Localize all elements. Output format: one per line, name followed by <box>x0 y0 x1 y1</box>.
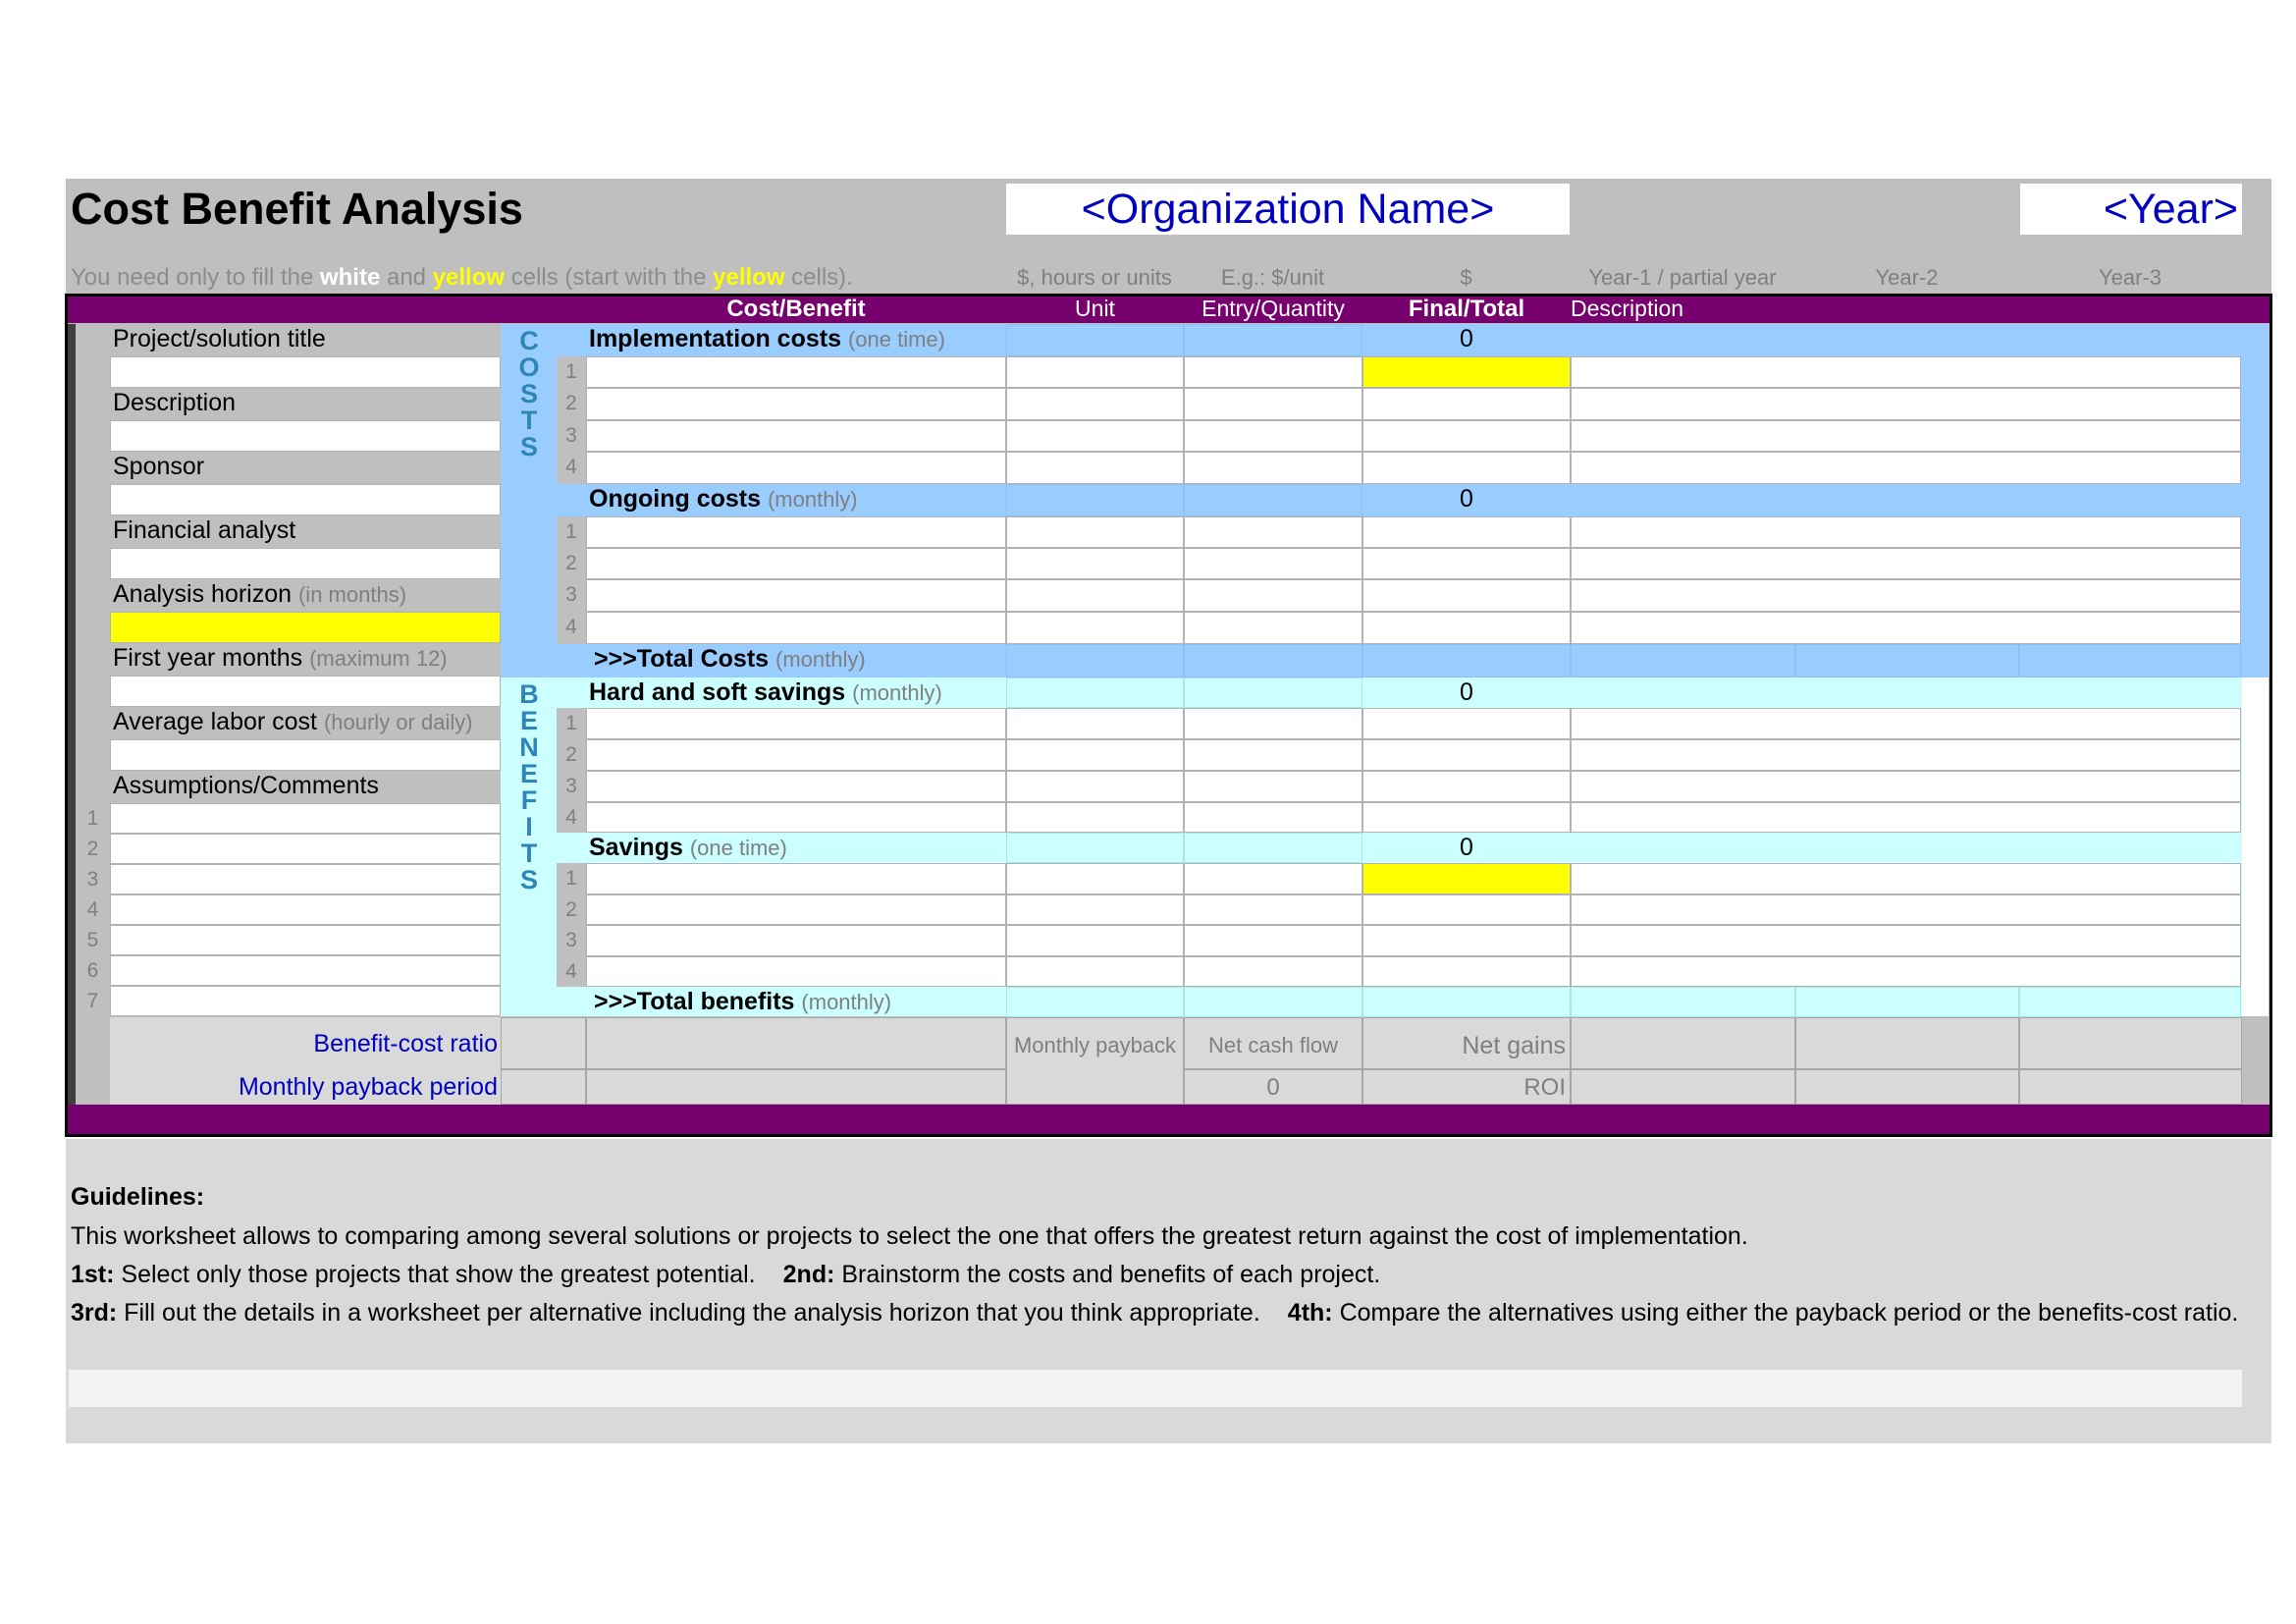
total-costs-year2 <box>1795 644 2019 677</box>
hard-soft-item-name[interactable] <box>586 739 1006 771</box>
savings-item-final[interactable] <box>1362 925 1571 956</box>
header-final: Final/Total <box>1408 296 1525 322</box>
implementation-item-unit[interactable] <box>1006 356 1184 388</box>
total-benefits-year1 <box>1571 987 1795 1017</box>
hint-year2: Year-2 <box>1875 265 1939 290</box>
savings-item-final[interactable] <box>1362 956 1571 987</box>
header-unit: Unit <box>1075 296 1115 321</box>
ongoing-item-name[interactable] <box>586 516 1006 548</box>
savings-row-number: 2 <box>565 898 577 921</box>
total-benefits-year2 <box>1795 987 2019 1017</box>
hard-soft-savings-label: Hard and soft savings (monthly) <box>589 678 942 706</box>
ongoing-row-number: 2 <box>565 552 577 574</box>
average-labor-cost-label: Average labor cost (hourly or daily) <box>113 708 473 735</box>
roi-year2 <box>1795 1069 2019 1105</box>
hard-soft-unit-header <box>1006 677 1184 708</box>
project-title-input[interactable] <box>110 356 501 388</box>
costs-vertical-label: C O S T S <box>518 328 540 461</box>
implementation-item-name[interactable] <box>586 452 1006 484</box>
savings-item-unit[interactable] <box>1006 925 1184 956</box>
sponsor-label: Sponsor <box>113 453 205 480</box>
assumption-input[interactable] <box>110 986 501 1016</box>
savings-item-name[interactable] <box>586 956 1006 987</box>
net-cash-flow-value: 0 <box>1184 1069 1362 1105</box>
hard-soft-item-description[interactable] <box>1571 739 2241 771</box>
year-field[interactable]: <Year> <box>2020 184 2242 235</box>
ongoing-unit-header <box>1006 484 1184 516</box>
assumption-number: 7 <box>86 990 99 1012</box>
savings-item-description[interactable] <box>1571 863 2241 894</box>
ongoing-item-final[interactable] <box>1362 612 1571 644</box>
net-gains-year2 <box>1795 1017 2019 1069</box>
savings-item-description[interactable] <box>1571 894 2241 925</box>
ongoing-item-description[interactable] <box>1571 516 2241 548</box>
organization-name-field[interactable]: <Organization Name> <box>1006 184 1570 235</box>
assumptions-label: Assumptions/Comments <box>113 772 379 799</box>
savings-total: 0 <box>1460 834 1473 861</box>
header-entry: Entry/Quantity <box>1201 296 1345 321</box>
benefit-cost-ratio-label: Benefit-cost ratio <box>313 1030 498 1057</box>
savings-item-entry[interactable] <box>1184 863 1362 894</box>
total-costs-unit <box>1006 644 1184 677</box>
hint-year3: Year-3 <box>2098 265 2162 290</box>
assumption-input[interactable] <box>110 803 501 834</box>
assumption-number: 1 <box>86 807 99 830</box>
savings-label: Savings (one time) <box>589 834 787 861</box>
savings-row-number: 1 <box>565 867 577 890</box>
description-label: Description <box>113 389 237 416</box>
header-description: Description <box>1571 296 1684 321</box>
monthly-payback-period-value <box>501 1069 586 1105</box>
hint-entry: E.g.: $/unit <box>1220 265 1325 290</box>
ongoing-item-unit[interactable] <box>1006 516 1184 548</box>
savings-unit-header <box>1006 833 1184 863</box>
roi-cell: ROI <box>1362 1069 1571 1105</box>
sponsor-input[interactable] <box>110 484 501 515</box>
ongoing-costs-label: Ongoing costs (monthly) <box>589 485 858 513</box>
implementation-item-name[interactable] <box>586 356 1006 388</box>
assumption-input[interactable] <box>110 925 501 955</box>
savings-row-number: 4 <box>565 960 577 983</box>
hard-soft-item-final[interactable] <box>1362 802 1571 833</box>
hard-soft-entry-header <box>1184 677 1362 708</box>
ongoing-item-entry[interactable] <box>1184 612 1362 644</box>
implementation-costs-label: Implementation costs (one time) <box>589 325 945 352</box>
ongoing-row-number: 4 <box>565 616 577 638</box>
hard-soft-item-unit[interactable] <box>1006 739 1184 771</box>
total-costs-label: >>>Total Costs (monthly) <box>594 645 866 673</box>
hard-soft-item-entry[interactable] <box>1184 708 1362 739</box>
total-costs-entry <box>1184 644 1362 677</box>
page-title: Cost Benefit Analysis <box>71 184 523 234</box>
ongoing-item-entry[interactable] <box>1184 516 1362 548</box>
implementation-item-description[interactable] <box>1571 452 2241 484</box>
implementation-total: 0 <box>1460 325 1473 352</box>
total-benefits-unit <box>1006 987 1184 1017</box>
guidelines-intro: This worksheet allows to comparing among several solutions or projects to select the one that offers the greatest return against the cost of implementation. <box>71 1222 1748 1250</box>
net-cash-flow-cell: Net cash flow <box>1184 1017 1362 1069</box>
hard-soft-item-entry[interactable] <box>1184 771 1362 802</box>
implementation-row-number: 4 <box>565 456 577 478</box>
hint-year1: Year-1 / partial year <box>1588 265 1777 290</box>
left-edge <box>68 324 76 1105</box>
hard-soft-item-name[interactable] <box>586 771 1006 802</box>
ongoing-item-name[interactable] <box>586 612 1006 644</box>
table-footer-bar <box>68 1105 2269 1134</box>
savings-item-unit[interactable] <box>1006 956 1184 987</box>
implementation-item-final[interactable] <box>1362 420 1571 452</box>
ongoing-item-unit[interactable] <box>1006 548 1184 579</box>
total-costs-year1 <box>1571 644 1795 677</box>
assumption-input[interactable] <box>110 894 501 925</box>
implementation-item-entry[interactable] <box>1184 388 1362 420</box>
assumption-number: 4 <box>86 898 99 921</box>
implementation-item-description[interactable] <box>1571 356 2241 388</box>
ongoing-item-final[interactable] <box>1362 579 1571 612</box>
implementation-item-name[interactable] <box>586 420 1006 452</box>
hard-soft-item-description[interactable] <box>1571 802 2241 833</box>
savings-item-description[interactable] <box>1571 956 2241 987</box>
hard-soft-row-number: 1 <box>565 712 577 734</box>
hard-soft-row-number: 3 <box>565 775 577 797</box>
ongoing-item-entry[interactable] <box>1184 579 1362 612</box>
hard-soft-row-number: 2 <box>565 743 577 766</box>
ongoing-row-number: 1 <box>565 520 577 543</box>
benefit-cost-ratio-value-wide <box>586 1017 1006 1069</box>
instruction-text: You need only to fill the white and yellow cells (start with the yellow cells). <box>71 264 853 291</box>
guidelines-heading: Guidelines: <box>71 1183 205 1211</box>
implementation-unit-header <box>1006 324 1184 356</box>
roi-year3 <box>2019 1069 2242 1105</box>
savings-item-name[interactable] <box>586 925 1006 956</box>
hard-soft-item-name[interactable] <box>586 708 1006 739</box>
assumption-number: 3 <box>86 868 99 891</box>
header-cost-benefit: Cost/Benefit <box>726 296 866 322</box>
savings-item-entry[interactable] <box>1184 925 1362 956</box>
total-benefits-label: >>>Total benefits (monthly) <box>594 988 892 1015</box>
savings-item-entry[interactable] <box>1184 956 1362 987</box>
savings-entry-header <box>1184 833 1362 863</box>
assumption-number: 5 <box>86 929 99 951</box>
savings-item-name[interactable] <box>586 863 1006 894</box>
analysis-horizon-input[interactable] <box>110 612 501 643</box>
implementation-item-description[interactable] <box>1571 388 2241 420</box>
ongoing-item-description[interactable] <box>1571 612 2241 644</box>
ongoing-total: 0 <box>1460 485 1473 513</box>
financial-analyst-input[interactable] <box>110 548 501 579</box>
assumption-input[interactable] <box>110 955 501 986</box>
ongoing-row-number: 3 <box>565 583 577 606</box>
first-year-months-input[interactable] <box>110 676 501 707</box>
description-input[interactable] <box>110 420 501 452</box>
savings-item-name[interactable] <box>586 894 1006 925</box>
total-benefits-final <box>1362 987 1571 1017</box>
net-gains-year1 <box>1571 1017 1795 1069</box>
implementation-item-entry[interactable] <box>1184 420 1362 452</box>
hard-soft-item-final[interactable] <box>1362 708 1571 739</box>
hint-unit: $, hours or units <box>1017 265 1172 290</box>
summary-right-edge <box>2242 1017 2269 1105</box>
ongoing-item-description[interactable] <box>1571 579 2241 612</box>
total-benefits-year3 <box>2019 987 2241 1017</box>
ongoing-item-final[interactable] <box>1362 548 1571 579</box>
implementation-entry-header <box>1184 324 1362 356</box>
implementation-item-unit[interactable] <box>1006 388 1184 420</box>
ongoing-item-name[interactable] <box>586 579 1006 612</box>
savings-row-number: 3 <box>565 929 577 951</box>
ongoing-item-name[interactable] <box>586 548 1006 579</box>
assumption-number: 2 <box>86 838 99 860</box>
analysis-horizon-label: Analysis horizon (in months) <box>113 580 407 608</box>
implementation-row-number: 3 <box>565 424 577 447</box>
hard-soft-item-unit[interactable] <box>1006 771 1184 802</box>
guidelines-steps-1-2: 1st: Select only those projects that show the greatest potential. 2nd: Brainstorm the costs and benefits of each project. <box>71 1261 1381 1288</box>
hard-soft-row-number: 4 <box>565 806 577 829</box>
hard-soft-item-entry[interactable] <box>1184 802 1362 833</box>
implementation-row-number: 1 <box>565 360 577 383</box>
guidelines-steps-3-4: 3rd: Fill out the details in a worksheet per alternative including the analysis horizon that you think appropriate. 4th: Compare the alternatives using either the payback period or the benefits-cost ratio. <box>71 1299 2239 1326</box>
hard-soft-item-final[interactable] <box>1362 739 1571 771</box>
savings-item-unit[interactable] <box>1006 894 1184 925</box>
average-labor-cost-input[interactable] <box>110 739 501 771</box>
implementation-item-name[interactable] <box>586 388 1006 420</box>
savings-item-unit[interactable] <box>1006 863 1184 894</box>
ongoing-item-description[interactable] <box>1571 548 2241 579</box>
ongoing-item-unit[interactable] <box>1006 579 1184 612</box>
monthly-payback-cell: Monthly payback <box>1006 1017 1184 1105</box>
implementation-item-description[interactable] <box>1571 420 2241 452</box>
benefit-cost-ratio-value <box>501 1017 586 1069</box>
hard-soft-item-entry[interactable] <box>1184 739 1362 771</box>
implementation-row-number: 2 <box>565 392 577 414</box>
implementation-item-final[interactable] <box>1362 452 1571 484</box>
savings-item-entry[interactable] <box>1184 894 1362 925</box>
implementation-item-entry[interactable] <box>1184 452 1362 484</box>
hard-soft-item-unit[interactable] <box>1006 802 1184 833</box>
total-benefits-entry <box>1184 987 1362 1017</box>
financial-analyst-label: Financial analyst <box>113 516 296 544</box>
implementation-item-final[interactable] <box>1362 388 1571 420</box>
hard-soft-total: 0 <box>1460 678 1473 706</box>
monthly-payback-period-label: Monthly payback period <box>238 1073 498 1101</box>
hint-final: $ <box>1460 265 1472 290</box>
right-edge-benefits <box>2242 677 2269 1016</box>
hard-soft-item-description[interactable] <box>1571 771 2241 802</box>
implementation-item-unit[interactable] <box>1006 420 1184 452</box>
implementation-item-final[interactable] <box>1362 356 1571 388</box>
ongoing-item-final[interactable] <box>1362 516 1571 548</box>
right-edge-costs <box>2242 324 2269 677</box>
first-year-months-label: First year months (maximum 12) <box>113 644 448 672</box>
project-title-label: Project/solution title <box>113 325 326 352</box>
savings-item-final[interactable] <box>1362 894 1571 925</box>
net-gains-year3 <box>2019 1017 2242 1069</box>
benefits-vertical-label: B E N E F I T S <box>519 681 539 894</box>
savings-item-description[interactable] <box>1571 925 2241 956</box>
implementation-item-entry[interactable] <box>1184 356 1362 388</box>
ongoing-item-entry[interactable] <box>1184 548 1362 579</box>
hard-soft-item-unit[interactable] <box>1006 708 1184 739</box>
ongoing-entry-header <box>1184 484 1362 516</box>
total-costs-year3 <box>2019 644 2241 677</box>
assumption-input[interactable] <box>110 864 501 894</box>
total-costs-final <box>1362 644 1571 677</box>
guidelines-strip <box>69 1370 2242 1407</box>
assumption-input[interactable] <box>110 834 501 864</box>
savings-item-final[interactable] <box>1362 863 1571 894</box>
hard-soft-item-name[interactable] <box>586 802 1006 833</box>
hard-soft-item-description[interactable] <box>1571 708 2241 739</box>
roi-year1 <box>1571 1069 1795 1105</box>
ongoing-item-unit[interactable] <box>1006 612 1184 644</box>
hard-soft-item-final[interactable] <box>1362 771 1571 802</box>
net-gains-cell: Net gains <box>1362 1017 1571 1069</box>
monthly-payback-period-value-wide <box>586 1069 1006 1105</box>
implementation-item-unit[interactable] <box>1006 452 1184 484</box>
assumption-number: 6 <box>86 959 99 982</box>
